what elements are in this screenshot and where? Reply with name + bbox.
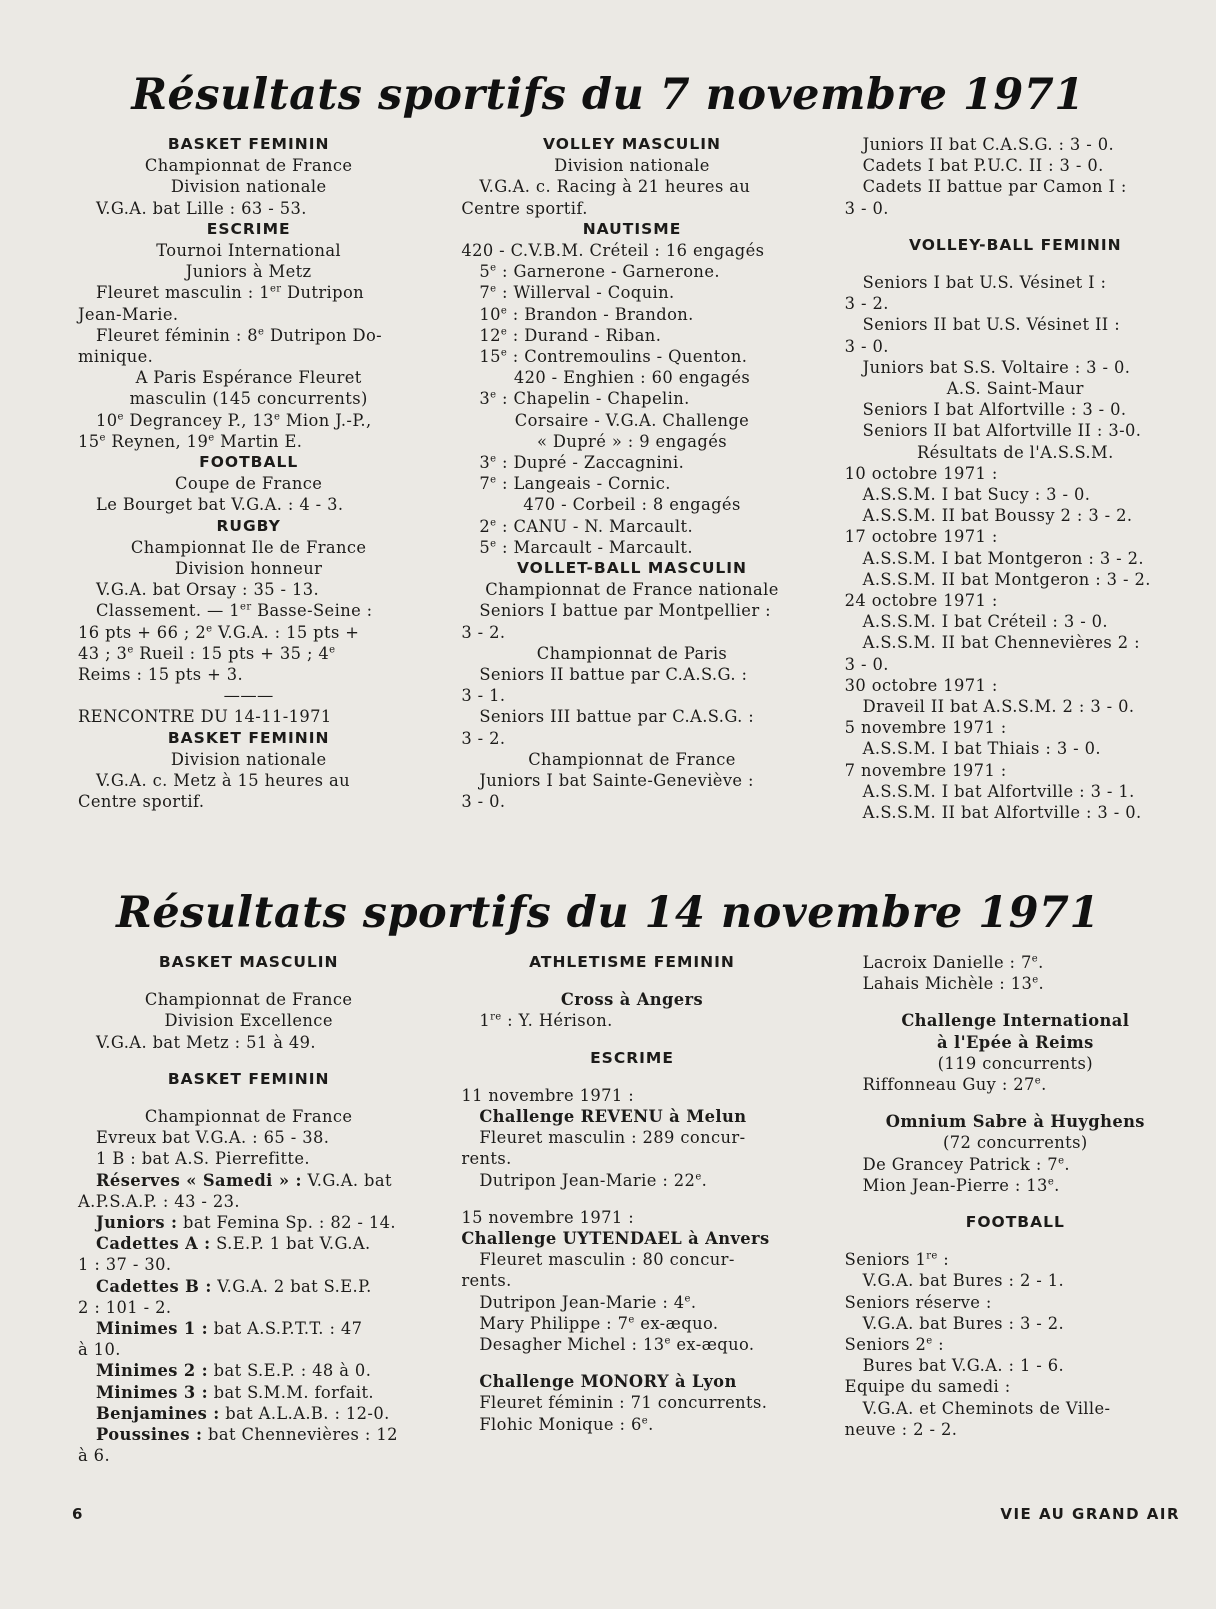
- text-line: 43 ; 3e Rueil : 15 pts + 35 ; 4e: [78, 643, 336, 663]
- spacer: [461, 1191, 802, 1207]
- text-line: 5 novembre 1971 :: [844, 718, 1007, 738]
- subheading-line: Corsaire - V.G.A. Challenge: [514, 410, 750, 430]
- result-line: Seniors I bat U.S. Vésinet I :: [862, 273, 1107, 293]
- category-label: Minimes 3 :: [96, 1382, 209, 1402]
- category-label: Réserves « Samedi » :: [96, 1170, 302, 1190]
- column-3: [845, 134, 1186, 823]
- text-line: 3 - 1.: [461, 686, 506, 706]
- result-line: 5e : Marcault - Marcault.: [479, 537, 693, 557]
- section-heading: ESCRIME: [590, 1048, 674, 1067]
- subheading-line: Juniors à Metz: [185, 262, 312, 282]
- subheading-line: A.S. Saint-Maur: [946, 379, 1084, 399]
- result-line: V.G.A. bat Orsay : 35 - 13.: [96, 580, 320, 600]
- spacer: [845, 219, 1186, 235]
- subheading-line: Division nationale: [170, 177, 327, 197]
- subheading-line: Championnat de France: [528, 749, 736, 769]
- event-heading: Challenge MONORY à Lyon: [479, 1372, 737, 1392]
- result-line: 3e : Chapelin - Chapelin.: [479, 389, 690, 409]
- spacer: [461, 973, 802, 989]
- result-line: Seniors II battue par C.A.S.G. :: [479, 665, 748, 685]
- text-line: 7 novembre 1971 :: [844, 760, 1007, 780]
- result-line: Le Bourget bat V.G.A. : 4 - 3.: [96, 495, 344, 515]
- text-line: Reims : 15 pts + 3.: [78, 665, 244, 685]
- result-line: 7e : Langeais - Cornic.: [479, 474, 671, 494]
- column-1: [78, 134, 419, 823]
- result-line: 1re : Y. Hérison.: [479, 1011, 613, 1031]
- spacer: [845, 1233, 1186, 1249]
- result-line: Evreux bat V.G.A. : 65 - 38.: [96, 1128, 330, 1148]
- subheading-line: masculin (145 concurrents): [129, 389, 368, 409]
- text-line: 17 octobre 1971 :: [844, 527, 998, 547]
- result-line: Minimes 3 : bat S.M.M. forfait.: [96, 1382, 374, 1402]
- text-line: 15e Reynen, 19e Martin E.: [78, 431, 303, 451]
- result-line: Dutripon Jean-Marie : 4e.: [479, 1292, 697, 1312]
- result-line: Mary Philippe : 7e ex-æquo.: [479, 1313, 719, 1333]
- section-heading: BASKET MASCULIN: [158, 953, 339, 971]
- column-1: [78, 952, 419, 1466]
- text-line: minique.: [78, 347, 154, 367]
- result-line: A.S.S.M. II bat Alfortville : 3 - 0.: [862, 803, 1142, 823]
- subheading-line: Championnat Ile de France: [130, 537, 367, 557]
- text-line: A.P.S.A.P. : 43 - 23.: [78, 1191, 240, 1211]
- subheading-line: Championnat de France: [144, 1107, 353, 1127]
- event-heading: à l'Epée à Reims: [936, 1032, 1094, 1052]
- result-line: Mion Jean-Pierre : 13e.: [862, 1175, 1060, 1195]
- text-line: Seniors 2e :: [844, 1335, 945, 1355]
- text-line: RENCONTRE DU 14-11-1971: [78, 707, 332, 727]
- event-heading: Challenge REVENU à Melun: [479, 1107, 747, 1127]
- subheading-line: Championnat de France: [144, 156, 353, 176]
- section-heading: BASKET FEMININ: [167, 728, 330, 747]
- result-line: 12e : Durand - Riban.: [479, 325, 662, 345]
- section-heading: VOLLET-BALL MASCULIN: [516, 559, 748, 578]
- spacer: [461, 1355, 802, 1371]
- result-line: V.G.A. c. Racing à 21 heures au: [479, 177, 751, 197]
- text-line: à 6.: [78, 1446, 111, 1466]
- result-line: Poussines : bat Chennevières : 12: [96, 1425, 398, 1445]
- text-line: 2 : 101 - 2.: [78, 1297, 172, 1317]
- result-line: 10e Degrancey P., 13e Mion J.-P.,: [96, 410, 372, 430]
- result-line: 2e : CANU - N. Marcault.: [479, 516, 694, 536]
- result-line: Seniors II bat U.S. Vésinet II :: [862, 315, 1121, 335]
- result-line: A.S.S.M. I bat Thiais : 3 - 0.: [862, 739, 1101, 759]
- result-line: Juniors bat S.S. Voltaire : 3 - 0.: [862, 357, 1131, 377]
- result-line: Seniors I bat Alfortville : 3 - 0.: [862, 400, 1127, 420]
- column-3: [845, 952, 1186, 1466]
- text-line: 3 - 0.: [461, 792, 506, 812]
- subheading-line: Championnat de France: [144, 990, 353, 1010]
- subheading-line: Championnat de France nationale: [485, 580, 779, 600]
- result-line: Seniors III battue par C.A.S.G. :: [479, 707, 755, 727]
- text-line: Centre sportif.: [461, 198, 588, 218]
- result-line: 15e : Contremoulins - Quenton.: [479, 347, 748, 367]
- result-line: Juniors II bat C.A.S.G. : 3 - 0.: [862, 135, 1115, 154]
- section-heading: BASKET FEMININ: [167, 1069, 330, 1088]
- result-line: V.G.A. bat Metz : 51 à 49.: [96, 1032, 316, 1052]
- text-line: rents.: [461, 1271, 512, 1291]
- event-heading: Omnium Sabre à Huyghens: [885, 1112, 1145, 1132]
- section-heading: ATHLETISME FEMININ: [529, 953, 735, 971]
- text-line: 3 - 2.: [461, 622, 506, 642]
- subheading-line: Division nationale: [170, 749, 327, 769]
- result-line: Minimes 2 : bat S.E.P. : 48 à 0.: [96, 1361, 372, 1381]
- result-line: Cadets II battue par Camon I :: [862, 177, 1127, 197]
- result-line: Dutripon Jean-Marie : 22e.: [479, 1170, 708, 1190]
- spacer: [845, 994, 1186, 1010]
- result-line: Flohic Monique : 6e.: [479, 1414, 654, 1434]
- text-line: 11 novembre 1971 :: [461, 1085, 635, 1105]
- text-line: à 10.: [78, 1340, 121, 1360]
- text-line: 1 : 37 - 30.: [78, 1255, 172, 1275]
- text-line: Seniors 1re :: [844, 1250, 950, 1270]
- subheading-line: « Dupré » : 9 engagés: [536, 431, 728, 451]
- spacer: [78, 1090, 419, 1106]
- text-line: neuve : 2 - 2.: [844, 1419, 958, 1439]
- result-line: De Grancey Patrick : 7e.: [862, 1154, 1070, 1174]
- magazine-name: VIE AU GRAND AIR: [1000, 1505, 1180, 1523]
- subheading-line: (72 concurrents): [943, 1133, 1088, 1153]
- result-line: Lahais Michèle : 13e.: [862, 974, 1045, 994]
- subheading-line: 420 - Enghien : 60 engagés: [513, 368, 751, 388]
- subheading-line: Division Excellence: [164, 1011, 333, 1031]
- section-heading: VOLLEY-BALL FEMININ: [908, 235, 1122, 254]
- text-line: 3 - 2.: [461, 728, 506, 748]
- page-title-14-novembre: Résultats sportifs du 14 novembre 1971: [116, 888, 1100, 938]
- result-line: Benjamines : bat A.L.A.B. : 12-0.: [96, 1403, 390, 1423]
- section-heading: FOOTBALL: [199, 453, 299, 472]
- text-line: 15 novembre 1971 :: [461, 1207, 635, 1227]
- result-line: A.S.S.M. II bat Montgeron : 3 - 2.: [862, 569, 1151, 589]
- subheading-line: Résultats de l'A.S.S.M.: [916, 442, 1114, 462]
- event-heading: Challenge International: [901, 1011, 1130, 1031]
- result-line: Fleuret masculin : 80 concur-: [479, 1250, 735, 1270]
- result-line: 1 B : bat A.S. Pierrefitte.: [96, 1149, 310, 1169]
- text-line: rents.: [461, 1149, 512, 1169]
- section-heading: NAUTISME: [582, 219, 682, 238]
- subheading-line: A Paris Espérance Fleuret: [135, 368, 362, 388]
- section-heading: BASKET FEMININ: [167, 135, 330, 153]
- column-2: [461, 952, 802, 1466]
- result-line: Desagher Michel : 13e ex-æquo.: [479, 1335, 755, 1355]
- section-heading: FOOTBALL: [965, 1213, 1065, 1232]
- spacer: [461, 1069, 802, 1085]
- result-line: V.G.A. et Cheminots de Ville-: [862, 1398, 1111, 1418]
- subheading-line: ———: [223, 686, 274, 706]
- category-label: Cadettes A :: [96, 1234, 211, 1254]
- result-line: 7e : Willerval - Coquin.: [479, 283, 675, 303]
- column-2: [461, 134, 802, 823]
- subheading-line: Championnat de Paris: [536, 643, 728, 663]
- text-line: 16 pts + 66 ; 2e V.G.A. : 15 pts +: [78, 622, 360, 642]
- result-line: Riffonneau Guy : 27e.: [862, 1075, 1047, 1095]
- result-line: Cadettes B : V.G.A. 2 bat S.E.P.: [96, 1276, 372, 1296]
- subheading-line: 470 - Corbeil : 8 engagés: [523, 495, 741, 515]
- category-label: Juniors :: [96, 1213, 178, 1233]
- text-line: Seniors réserve :: [844, 1292, 992, 1312]
- section-heading: ESCRIME: [206, 219, 291, 238]
- page-number: 6: [72, 1505, 84, 1523]
- result-line: Seniors I battue par Montpellier :: [479, 601, 771, 621]
- event-heading: Cross à Angers: [560, 990, 704, 1010]
- text-line: 10 octobre 1971 :: [844, 463, 998, 483]
- text-line: 3 - 0.: [844, 654, 889, 674]
- result-line: 3e : Dupré - Zaccagnini.: [479, 453, 685, 473]
- text-line: 420 - C.V.B.M. Créteil : 16 engagés: [461, 241, 765, 261]
- result-line: A.S.S.M. I bat Créteil : 3 - 0.: [862, 612, 1109, 632]
- result-line: Juniors I bat Sainte-Geneviève :: [479, 771, 754, 791]
- spacer: [845, 1196, 1186, 1212]
- text-line: 3 - 0.: [844, 336, 889, 356]
- text-line: 3 - 2.: [844, 294, 889, 314]
- result-line: A.S.S.M. II bat Chennevières 2 :: [862, 633, 1140, 653]
- result-line: Draveil II bat A.S.S.M. 2 : 3 - 0.: [862, 697, 1135, 717]
- subheading-line: Division nationale: [554, 156, 710, 176]
- result-line: Juniors : bat Femina Sp. : 82 - 14.: [96, 1213, 396, 1233]
- result-line: Seniors II bat Alfortville II : 3-0.: [862, 421, 1142, 441]
- subheading-line: Coupe de France: [175, 474, 323, 494]
- text-line: Centre sportif.: [78, 792, 205, 812]
- subheading-line: Division honneur: [175, 559, 323, 579]
- spacer: [845, 256, 1186, 272]
- result-line: Fleuret masculin : 289 concur-: [479, 1128, 746, 1148]
- page-title-7-novembre: Résultats sportifs du 7 novembre 1971: [131, 70, 1085, 120]
- subheading-line: Tournoi International: [156, 241, 342, 261]
- text-line: 3 - 0.: [844, 198, 889, 218]
- result-line: Réserves « Samedi » : V.G.A. bat: [96, 1170, 392, 1190]
- spacer: [845, 1095, 1186, 1111]
- category-label: Poussines :: [96, 1425, 203, 1445]
- result-line: Fleuret masculin : 1er Dutripon: [96, 283, 365, 303]
- category-label: Cadettes B :: [96, 1276, 212, 1296]
- result-line: Bures bat V.G.A. : 1 - 6.: [862, 1356, 1065, 1376]
- results-section-7-novembre: [78, 134, 1186, 823]
- text-line: Jean-Marie.: [78, 304, 179, 324]
- result-line: V.G.A. bat Bures : 3 - 2.: [862, 1313, 1065, 1333]
- result-line: V.G.A. bat Lille : 63 - 53.: [96, 198, 307, 218]
- result-line: A.S.S.M. I bat Alfortville : 3 - 1.: [862, 781, 1135, 801]
- result-line: A.S.S.M. I bat Sucy : 3 - 0.: [862, 485, 1091, 505]
- result-line: 10e : Brandon - Brandon.: [479, 304, 694, 324]
- result-line: A.S.S.M. I bat Montgeron : 3 - 2.: [862, 548, 1144, 568]
- result-line: Fleuret féminin : 71 concurrents.: [479, 1393, 768, 1413]
- result-line: Fleuret féminin : 8e Dutripon Do-: [96, 325, 383, 345]
- section-heading: RUGBY: [216, 516, 281, 535]
- category-label: Minimes 2 :: [96, 1361, 209, 1381]
- result-line: Minimes 1 : bat A.S.P.T.T. : 47: [96, 1319, 363, 1339]
- category-label: Minimes 1 :: [96, 1319, 209, 1339]
- text-line: 30 octobre 1971 :: [844, 675, 998, 695]
- result-line: V.G.A. c. Metz à 15 heures au: [96, 771, 350, 791]
- section-heading: VOLLEY MASCULIN: [542, 135, 721, 153]
- page-footer: [72, 1505, 1180, 1523]
- result-line: A.S.S.M. II bat Boussy 2 : 3 - 2.: [862, 506, 1133, 526]
- result-line: 5e : Garnerone - Garnerone.: [479, 262, 720, 282]
- subheading-line: (119 concurrents): [937, 1053, 1093, 1073]
- event-heading: Challenge UYTENDAEL à Anvers: [461, 1229, 770, 1249]
- text-line: 24 octobre 1971 :: [844, 591, 998, 611]
- category-label: Benjamines :: [96, 1403, 220, 1423]
- result-line: Cadettes A : S.E.P. 1 bat V.G.A.: [96, 1234, 371, 1254]
- spacer: [78, 1053, 419, 1069]
- text-line: Equipe du samedi :: [844, 1377, 1011, 1397]
- spacer: [78, 973, 419, 989]
- result-line: Cadets I bat P.U.C. II : 3 - 0.: [862, 156, 1104, 176]
- results-section-14-novembre: [78, 952, 1186, 1466]
- spacer: [461, 1032, 802, 1048]
- result-line: Lacroix Danielle : 7e.: [862, 953, 1044, 972]
- result-line: V.G.A. bat Bures : 2 - 1.: [862, 1271, 1065, 1291]
- result-line: Classement. — 1er Basse-Seine :: [96, 601, 373, 621]
